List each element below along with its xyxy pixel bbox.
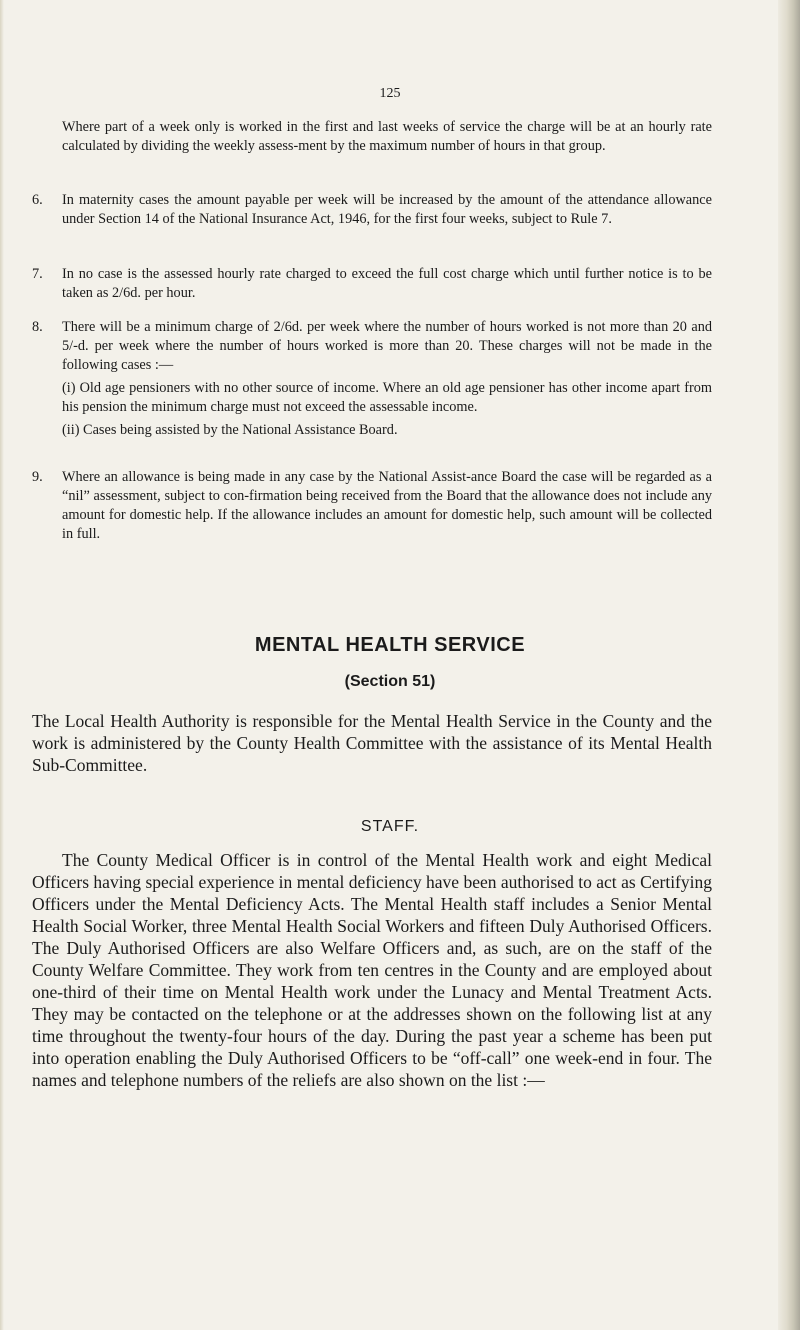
page-left-edge (0, 0, 4, 1330)
rule-text: Where an allowance is being made in any case by the National Assist-ance Board the case will be regarded as a “nil” assessment, subject to con-firmation being received from the Board that the allowance does not include any amount for domestic help. If the allowance includes an amount for domestic help, such amount will be collected in full. (62, 469, 712, 542)
rule-number: 9. (32, 469, 43, 485)
intro-text: Where part of a week only is worked in the first and last weeks of service the charge will be at an hourly rate calculated by dividing the weekly assess-ment by the maximum number of hours in that group. (62, 119, 712, 154)
section-intro-text: The Local Health Authority is responsible for the Mental Health Service in the County and the work is administered by the County Health Committee with the assistance of its Mental Health Sub-Committee. (32, 711, 712, 775)
section-subtitle: (Section 51) (344, 673, 436, 690)
rule-text: There will be a minimum charge of 2/6d. per week where the number of hours worked is not more than 20 and 5/-d. per week where the number of hours worked is more than 20. These charges will not be made in the following cases :— (62, 319, 712, 373)
page-right-edge (778, 0, 800, 1330)
rule-8 (32, 318, 712, 440)
rule-subitem: (ii) Cases being assisted by the National Assistance Board. (62, 422, 398, 438)
rule-9 (32, 468, 712, 544)
rule-6 (32, 191, 712, 229)
section-intro (32, 710, 712, 776)
rule-number: 6. (32, 192, 43, 208)
rule-number: 8. (32, 319, 43, 335)
rule-number: 7. (32, 266, 43, 282)
intro-paragraph (62, 118, 712, 156)
rule-7 (32, 265, 712, 303)
page-number: 125 (379, 86, 401, 101)
rule-subitem: (i) Old age pensioners with no other source of income. Where an old age pensioner has other income apart from his pension the minimum charge must not exceed the assessable income. (62, 380, 712, 415)
rule-text: In maternity cases the amount payable per week will be increased by the amount of the attendance allowance under Section 14 of the National Insurance Act, 1946, for the first four weeks, subject to Rule 7. (62, 192, 712, 227)
section-title: MENTAL HEALTH SERVICE (254, 634, 526, 656)
rule-text: In no case is the assessed hourly rate charged to exceed the full cost charge which until further notice is to be taken as 2/6d. per hour. (62, 266, 712, 301)
staff-paragraph (32, 849, 712, 1091)
staff-heading: STAFF. (360, 818, 420, 835)
staff-text: The County Medical Officer is in control of the Mental Health work and eight Medical Officers having special experience in mental deficiency have been authorised to act as Certifying Officers under the Mental Deficiency Acts. The Mental Health staff includes a Senior Mental Health Social Worker, three Mental Health Social Workers and fifteen Duly Authorised Officers. The Duly Authorised Officers are also Welfare Officers and, as such, are on the staff of the County Welfare Committee. They work from ten centres in the County and are employed about one-third of their time on Mental Health work under the Lunacy and Mental Treatment Acts. They may be contacted on the telephone or at the addresses shown on the following list at any time throughout the twenty-four hours of the day. During the past year a scheme has been put into operation enabling the Duly Authorised Officers to be “off-call” one week-end in four. The names and telephone numbers of the reliefs are also shown on the list :— (32, 850, 712, 1090)
